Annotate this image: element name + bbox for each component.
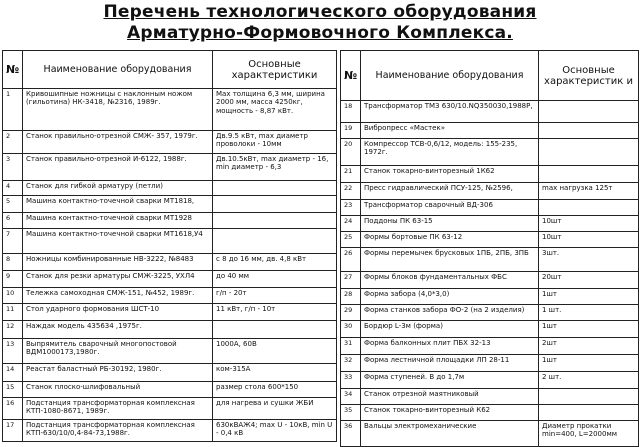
equipment-characteristics: 1шт [539,355,639,372]
table-row [341,248,639,272]
row-number: 19 [341,123,361,139]
equipment-characteristics: г/п - 20т [213,288,337,304]
row-number: 24 [341,216,361,232]
equipment-characteristics: 1 шт. [539,305,639,321]
row-number: 13 [3,339,23,364]
row-number: 29 [341,305,361,321]
row-number: 23 [341,200,361,216]
equipment-characteristics [539,405,639,421]
row-number: 8 [3,254,23,271]
row-number: 36 [341,421,361,447]
table-row [3,271,337,288]
header-characteristics: Основные характеристики [213,51,337,89]
equipment-characteristics: Дв.10.5кВт, max диаметр - 16, min диаметр - 6,3 [213,154,337,181]
equipment-name: Стол ударного формования ШСТ-10 [23,304,213,321]
table-row [3,229,337,254]
table-row [341,232,639,248]
equipment-characteristics [213,181,337,196]
equipment-characteristics: 3шт. [539,248,639,272]
table-row [3,213,337,229]
equipment-name: Форма забора (4,0*3,0) [361,289,539,305]
equipment-characteristics: Диаметр прокатки min=400, L=2000мм [539,421,639,447]
page-title-line-2: Арматурно-Формовочного Комплекса. [127,23,513,43]
equipment-name: Станок плоско-шлифовальный [23,382,213,398]
row-number: 10 [3,288,23,304]
equipment-characteristics: Max толщина 6,3 мм, ширина 2000 мм, масса 4250кг, мощность - 8,87 кВт. [213,89,337,131]
row-number: 17 [3,420,23,442]
equipment-characteristics: 20шт [539,272,639,289]
equipment-name: Тележка самоходная СМЖ-151, №452, 1989г. [23,288,213,304]
equipment-characteristics: 11 кВт, г/п - 10т [213,304,337,321]
row-number: 32 [341,355,361,372]
row-number: 21 [341,166,361,183]
table-row [3,89,337,131]
equipment-characteristics [539,123,639,139]
equipment-name: Поддоны ПК 63-15 [361,216,539,232]
equipment-name: Подстанция трансформаторная комплексная КТП-1080-8671, 1989г. [23,398,213,420]
equipment-characteristics: 2 шт. [539,372,639,389]
table-row [3,181,337,196]
table-row [341,272,639,289]
row-number: 30 [341,321,361,338]
equipment-name: Наждак модель 435634 ,1975г. [23,321,213,339]
row-number: 22 [341,183,361,200]
table-row [341,338,639,355]
equipment-table-left [2,50,337,442]
table-row [341,405,639,421]
table-row [3,321,337,339]
equipment-name: Форма балконных плит ПБХ 32-13 [361,338,539,355]
table-row [341,389,639,405]
equipment-name: Машина контактно-точечной сварки МТ1618,У4 [23,229,213,254]
equipment-name: Трансформатор сварочный ВД-306 [361,200,539,216]
equipment-characteristics: 10шт [539,232,639,248]
equipment-characteristics: 10шт [539,216,639,232]
equipment-characteristics [539,389,639,405]
table-row [3,382,337,398]
table-row [341,372,639,389]
equipment-characteristics: до 40 мм [213,271,337,288]
row-number: 16 [3,398,23,420]
row-number: 18 [341,101,361,123]
row-number: 12 [3,321,23,339]
equipment-name: Станок правильно-отрезной СМЖ- 357, 1979г. [23,131,213,154]
row-number: 28 [341,289,361,305]
equipment-characteristics: с 8 до 16 мм, дв. 4,8 кВт [213,254,337,271]
row-number: 33 [341,372,361,389]
row-number: 1 [3,89,23,131]
equipment-name: Станок отрезной маятниковый [361,389,539,405]
row-number: 15 [3,382,23,398]
table-row [3,254,337,271]
row-number: 34 [341,389,361,405]
equipment-name: Станок токарно-винторезный 1К62 [361,166,539,183]
row-number: 7 [3,229,23,254]
table-row [341,139,639,166]
table-row [3,420,337,442]
row-number: 5 [3,196,23,213]
equipment-name: Машина контактно-точечной сварки МТ1818, [23,196,213,213]
table-row [3,304,337,321]
table-row [341,216,639,232]
table-row [341,101,639,123]
equipment-name: Станок для резки арматуры СМЖ-3225, УХЛ4 [23,271,213,288]
equipment-name: Вибропресс «Мастек» [361,123,539,139]
equipment-name: Формы бортовые ПК 63-12 [361,232,539,248]
row-number: 3 [3,154,23,181]
table-row [3,364,337,382]
row-number: 11 [3,304,23,321]
equipment-characteristics: 2шт [539,338,639,355]
equipment-characteristics: для нагрева и сушки ЖБИ [213,398,337,420]
row-number: 27 [341,272,361,289]
row-number: 4 [3,181,23,196]
equipment-name: Машина контактно-точечной сварки МТ1928 [23,213,213,229]
equipment-characteristics: 630кВАЖ4; max U - 10кВ, min U - 0,4 кВ [213,420,337,442]
equipment-characteristics: Дв.9.5 кВт, max диаметр проволоки - 10мм [213,131,337,154]
table-row [341,183,639,200]
row-number: 2 [3,131,23,154]
table-row [3,339,337,364]
table-row [341,305,639,321]
equipment-name: Трансформатор ТМЗ 630/10.NQ350030,1988Р, [361,101,539,123]
equipment-characteristics [539,166,639,183]
equipment-characteristics: max нагрузка 125т [539,183,639,200]
equipment-name: Станок токарно-винторезный К62 [361,405,539,421]
equipment-name: Станок для гибкой арматуру (петли) [23,181,213,196]
equipment-characteristics [213,213,337,229]
table-row [3,288,337,304]
table-row [341,200,639,216]
equipment-characteristics: размер стола 600*150 [213,382,337,398]
header-number: № [3,51,23,89]
equipment-characteristics: ком-315А [213,364,337,382]
equipment-characteristics [539,101,639,123]
row-number: 9 [3,271,23,288]
equipment-characteristics [539,139,639,166]
equipment-name: Кривошипные ножницы с наклонным ножом (гильотина) НК-3418, №2316, 1989г. [23,89,213,131]
row-number: 35 [341,405,361,421]
equipment-table-right [340,50,639,447]
equipment-name: Выпрямитель сварочный многопостовой ВДМ1000173,1980г. [23,339,213,364]
table-row [3,398,337,420]
equipment-characteristics [213,321,337,339]
equipment-name: Ножницы комбинированные НВ-3222, №8483 [23,254,213,271]
equipment-name: Бордюр L-3м (форма) [361,321,539,338]
equipment-characteristics [213,229,337,254]
equipment-characteristics: 1000А, 60В [213,339,337,364]
equipment-name: Формы перемычек брусковых 1ПБ, 2ПБ, 3ПБ [361,248,539,272]
equipment-characteristics: 1шт [539,289,639,305]
equipment-name: Форма ступеней. В до 1,7м [361,372,539,389]
header-equipment-name: Наименование оборудования [23,51,213,89]
row-number: 20 [341,139,361,166]
equipment-characteristics: 1шт [539,321,639,338]
table-row [341,355,639,372]
equipment-name: Вальцы электромеханические [361,421,539,447]
equipment-name: Станок правильно-отрезной И-6122, 1988г. [23,154,213,181]
equipment-name: Компрессор ТСВ-0,6/12, модель: 155-235, 1972г. [361,139,539,166]
header-characteristics: Основные характеристик и [539,51,639,101]
row-number: 26 [341,248,361,272]
row-number: 14 [3,364,23,382]
header-equipment-name: Наименование оборудования [361,51,539,101]
row-number: 25 [341,232,361,248]
table-row [341,123,639,139]
equipment-name: Реастат баластный РБ-30192, 1980г. [23,364,213,382]
equipment-characteristics [539,200,639,216]
equipment-name: Форма станков забора ФО-2 (на 2 изделия) [361,305,539,321]
row-number: 6 [3,213,23,229]
equipment-name: Форма лестничной площадки ЛП 28-11 [361,355,539,372]
equipment-name: Подстанция трансформаторная комплексная КТП-630/10/0,4-84-73,1988г. [23,420,213,442]
table-row [3,131,337,154]
header-number: № [341,51,361,101]
row-number: 31 [341,338,361,355]
table-row [341,321,639,338]
equipment-characteristics [213,196,337,213]
table-row [3,196,337,213]
table-row [3,154,337,181]
table-row [341,289,639,305]
equipment-name: Формы блоков фундаментальных ФБС [361,272,539,289]
page-title-line-1: Перечень технологического оборудования [103,2,537,22]
equipment-name: Пресс гидравлический ПСУ-125, №2596, [361,183,539,200]
table-row [341,166,639,183]
